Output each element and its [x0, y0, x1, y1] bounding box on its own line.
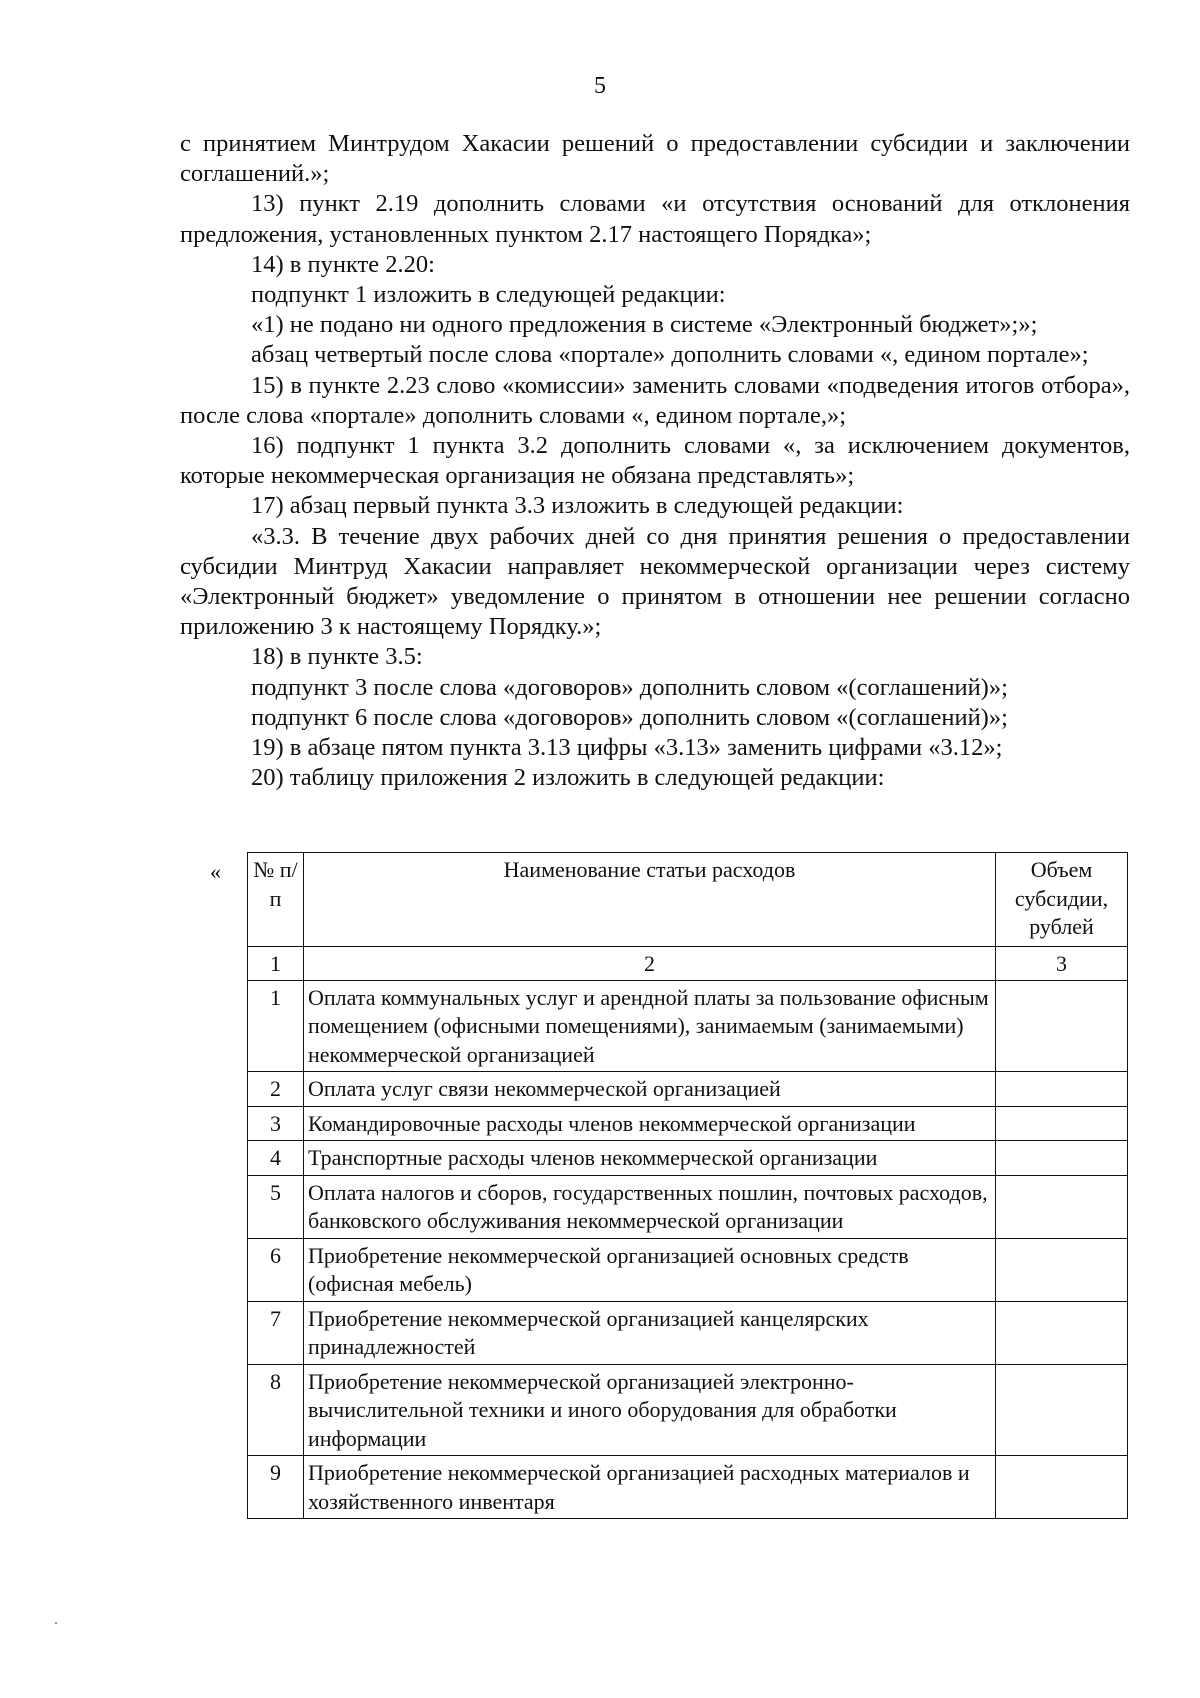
table-row	[248, 1141, 1128, 1176]
row-name: Приобретение некоммерческой организацией расходных материалов и хозяйственного инвентаря	[304, 1456, 996, 1519]
paragraph: «1) не подано ни одного предложения в системе «Электронный бюджет»;»;	[251, 311, 1038, 339]
row-amount	[996, 1141, 1128, 1176]
row-number: 4	[248, 1141, 304, 1176]
row-amount	[996, 1106, 1128, 1141]
paragraph: подпункт 6 после слова «договоров» дополнить словом «(соглашений)»;	[251, 703, 1008, 731]
header-number: № п/п	[248, 853, 304, 947]
paragraph: 19) в абзаце пятом пункта 3.13 цифры «3.13» заменить цифрами «3.12»;	[251, 734, 1003, 762]
paragraph: 14) в пункте 2.20:	[251, 250, 435, 278]
row-name: Командировочные расходы членов некоммерческой организации	[304, 1106, 996, 1141]
row-name: Оплата услуг связи некоммерческой организацией	[304, 1072, 996, 1107]
row-number: 3	[248, 1106, 304, 1141]
row-amount	[996, 1364, 1128, 1456]
column-number: 2	[304, 946, 996, 980]
page-number: 5	[594, 73, 606, 99]
table-header-row	[248, 853, 1128, 947]
column-number: 1	[248, 946, 304, 980]
row-number: 5	[248, 1175, 304, 1238]
expense-table	[247, 852, 1128, 1519]
paragraph: 13) пункт 2.19 дополнить словами «и отсутствия оснований для отклонения предложения, установленных пунктом 2.17 настоящего Порядка»;	[180, 190, 1130, 248]
paragraph: 16) подпункт 1 пункта 3.2 дополнить словами «, за исключением документов, которые некоммерческая организация не обязана представлять»;	[180, 432, 1130, 490]
header-amount: Объем субсидии, рублей	[996, 853, 1128, 947]
row-amount	[996, 1456, 1128, 1519]
paragraph: с принятием Минтрудом Хакасии решений о предоставлении субсидии и заключении соглашений.»;	[180, 130, 1130, 188]
column-number: 3	[996, 946, 1128, 980]
table-row	[248, 1456, 1128, 1519]
row-amount	[996, 1301, 1128, 1364]
row-number: 9	[248, 1456, 304, 1519]
table-row	[248, 1238, 1128, 1301]
table-row	[248, 1106, 1128, 1141]
row-amount	[996, 1238, 1128, 1301]
row-number: 8	[248, 1364, 304, 1456]
row-name: Приобретение некоммерческой организацией канцелярских принадлежностей	[304, 1301, 996, 1364]
row-name: Оплата налогов и сборов, государственных пошлин, почтовых расходов, банковского обслуживания некоммерческой организации	[304, 1175, 996, 1238]
row-amount	[996, 1175, 1128, 1238]
row-amount	[996, 980, 1128, 1072]
row-number: 7	[248, 1301, 304, 1364]
row-amount	[996, 1072, 1128, 1107]
row-name: Транспортные расходы членов некоммерческой организации	[304, 1141, 996, 1176]
scan-speck	[55, 1622, 57, 1624]
open-quote-mark: «	[210, 859, 221, 884]
table-row	[248, 1175, 1128, 1238]
body-text	[180, 129, 1130, 793]
paragraph: «3.3. В течение двух рабочих дней со дня принятия решения о предоставлении субсидии Минтруд Хакасии направляет некоммерческой организации через систему «Электронный бюджет» уведомление о принятом в отношении нее решении согласно приложению 3 к настоящему Порядку.»;	[180, 522, 1130, 641]
row-name: Оплата коммунальных услуг и арендной платы за пользование офисным помещением (офисными помещениями), занимаемым (занимаемыми) некоммерческой организацией	[304, 980, 996, 1072]
paragraph: подпункт 3 после слова «договоров» дополнить словом «(соглашений)»;	[251, 673, 1008, 701]
header-name: Наименование статьи расходов	[304, 853, 996, 947]
row-name: Приобретение некоммерческой организацией электронно-вычислительной техники и иного оборудования для обработки информации	[304, 1364, 996, 1456]
paragraph: 18) в пункте 3.5:	[251, 643, 423, 671]
paragraph: 15) в пункте 2.23 слово «комиссии» заменить словами «подведения итогов отбора», после слова «портале» дополнить словами «, едином портале,»;	[180, 371, 1130, 429]
column-number-row	[248, 946, 1128, 980]
row-number: 1	[248, 980, 304, 1072]
paragraph: подпункт 1 изложить в следующей редакции:	[251, 281, 726, 309]
row-number: 2	[248, 1072, 304, 1107]
paragraph: абзац четвертый после слова «портале» дополнить словами «, едином портале»;	[251, 341, 1089, 369]
row-name: Приобретение некоммерческой организацией основных средств (офисная мебель)	[304, 1238, 996, 1301]
paragraph: 17) абзац первый пункта 3.3 изложить в следующей редакции:	[251, 492, 904, 520]
row-number: 6	[248, 1238, 304, 1301]
table-row	[248, 1364, 1128, 1456]
table-row	[248, 1072, 1128, 1107]
paragraph: 20) таблицу приложения 2 изложить в следующей редакции:	[251, 764, 885, 792]
table-row	[248, 980, 1128, 1072]
table-row	[248, 1301, 1128, 1364]
